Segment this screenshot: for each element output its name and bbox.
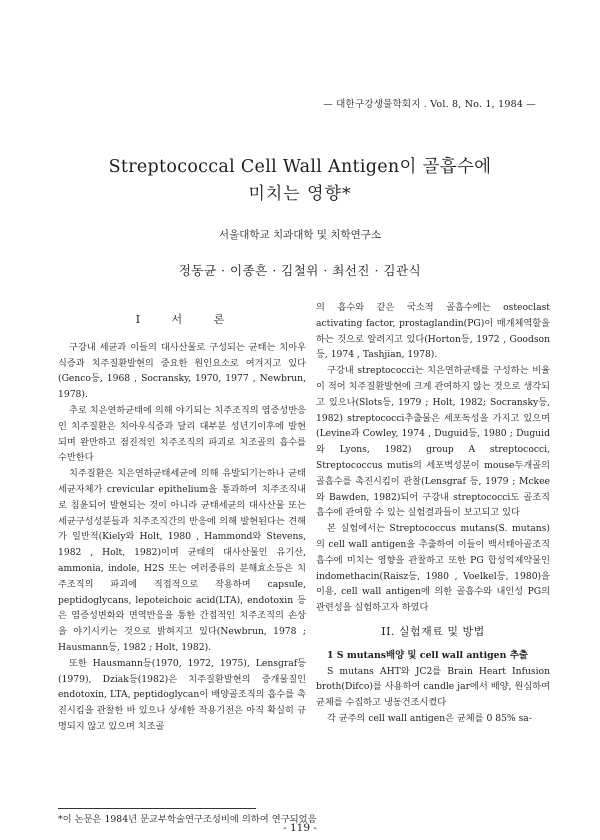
paragraph: 구강내 streptococci는 치은연하균태를 구성하는 비율이 적어 치주질환발현에 크게 관여하지 않는 것으로 생각되고 있으나(Slots등, 1979 ; Holt, 1982; Socransky등, 1982) streptococci추출물은 세포독성을 가지고 있으며(Levine과 Cowley, 1974 , Duguid등, 1980 ; Duguid와 Lyons, 1982) group A streptococci, Streptococcus mutis의 세포벽성분이 mouse두개골의 골흡수를 촉진시킴이 관찰(Lensgraf 등, 1979 ; Mckee와 Bawden, 1982)되어 구강내 streptococci도 골조직흡수에 관여할 수 있는 실험결과들이 보고되고 있다 xyxy=(316,365,550,519)
authors: 정동균 · 이종흔 · 김철위 · 최선진 · 김관식 xyxy=(178,263,422,278)
paragraph: 의 흡수와 같은 국소적 골흡수에는 osteoclast activating factor, prostaglandin(PG)이 매개체역할을 하는 것으로 알려지고 있다(Horton등, 1972 , Goodson등, 1974 , Tashjian, 1978). xyxy=(316,302,550,361)
journal-header: — 대한구강생물학회지 . Vol. 8, No. 1, 1984 — xyxy=(323,99,536,110)
section-heading-methods: II. 실험재료 및 방법 xyxy=(381,624,485,638)
section-heading-introduction: I 서 론 xyxy=(135,313,239,326)
paragraph: 또한 Hausmann등(1970, 1972, 1975), Lensgraf등(1979), Dziak등(1982)은 치주질환발현의 중개물질인 endotoxin, LTA, peptidoglycan이 배양골조직의 흡수를 촉진시킴을 관찰한 바 있으나 상세한 작용기전은 아직 확실히 규명되지 않고 있으며 치조골 xyxy=(58,657,306,732)
affiliation: 서울대학교 치과대학 및 치학연구소 xyxy=(218,229,382,241)
footnote-divider xyxy=(58,808,256,809)
title-line-1: Streptococcal Cell Wall Antigen이 골흡수에 xyxy=(108,157,492,177)
title-line-2: 미치는 영향* xyxy=(248,184,352,204)
footnote: *이 논문은 1984년 문교부학술연구조성비에 의하여 연구되었음 xyxy=(58,814,317,825)
paragraph: 치주질환은 치은연하균태세균에 의해 유발되기는하나 균태세균자체가 crevicular epithelium을 통과하여 치주조직내로 침윤되어 발현되는 것이 아니라 균태세균의 대사산물 또는 세균구성성분들과 치주조직간의 반응에 의해 발현된다는 견해가 일반적(Kiely와 Holt, 1980 , Hammond와 Stevens, 1982 , Holt, 1982)이며 균태의 대사산물인 유기산, ammonia, indole, H2S 또는 여러종류의 분해효소등은 치주조직의 파괴에 직접적으로 작용하며 capsule, peptidoglycans, lepoteichoic acid(LTA), endotoxin 등은 염증성변화와 면역반응을 통한 간접적인 치주조직의 손상을 야기시키는 것으로 밝혀지고 있다(Newbrun, 1978 ; Hausmann등, 1982 ; Holt, 1982). xyxy=(58,468,306,653)
paragraph: 추로 치은연하균태에 의해 야기되는 치주조직의 염증성반응인 치주질환은 치아우식증과 달리 대부분 성년기이후에 발현되며 완만하고 점진적인 치주조직의 파괴로 치조골의 흡수를 수반한다 xyxy=(58,404,306,464)
paragraph: 본 실험에서는 Streptococcus mutans(S. mutans)의 cell wall antigen을 추출하여 이들이 백서태아골조직흡수에 미치는 영향을 관찰하고 또한 PG 합성억제약물인 indomethacin(Raisz등, 1980 , Voelkel등, 1980)을 이용, cell wall antigen에 의한 골흡수와 내인성 PG의 관련성을 실험하고자 하였다 xyxy=(316,523,550,614)
subsection-heading: 1 S mutans배양 및 cell wall antigen 추출 xyxy=(327,649,528,661)
page-number: - 119 - xyxy=(283,822,317,834)
paragraph: 구강내 세균과 이들의 대사산물로 구성되는 균태는 치아우식증과 치주질환발현의 중요한 원인요소로 여겨지고 있다(Genco등, 1968 , Socransky, 1970, 1977 , Newbrun, 1978). xyxy=(58,341,306,401)
right-column xyxy=(316,300,550,727)
paragraph: 각 균주의 cell wall antigen은 균체를 0 85% sa- xyxy=(327,712,532,724)
left-column xyxy=(58,310,306,735)
paragraph: S mutans AHT와 JC2를 Brain Heart Infusion broth(Difco)를 사용하여 candle jar에서 배양, 원심하여 균체를 수집하고 냉동건조시켰다 xyxy=(316,665,550,709)
